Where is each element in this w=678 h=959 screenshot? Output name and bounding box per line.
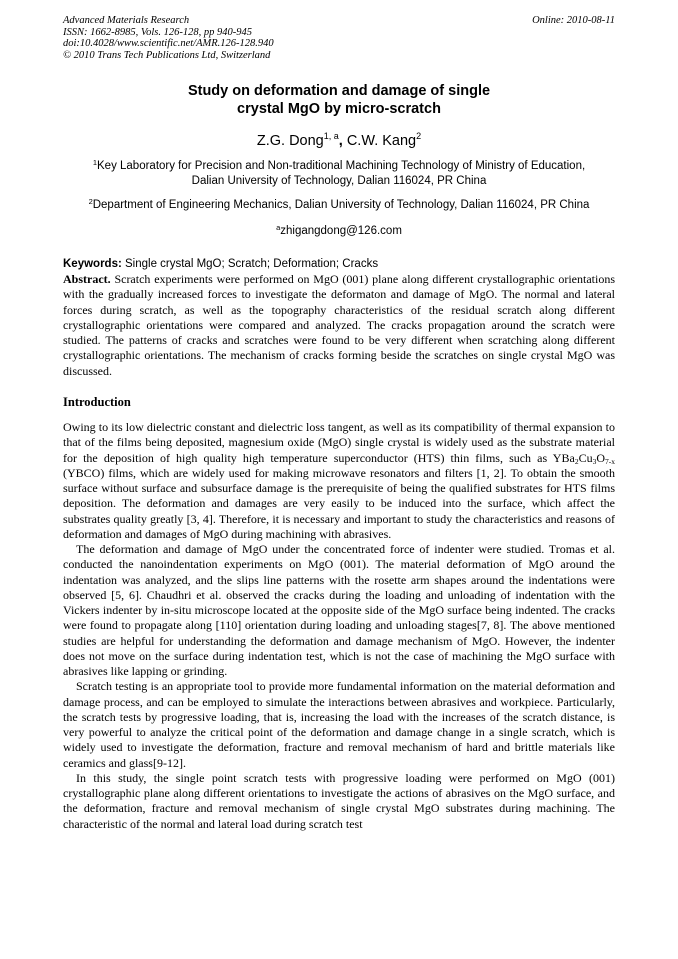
affiliation-2 [63, 195, 615, 213]
affiliation-1-superscript: 1 [92, 158, 97, 167]
issn-line: ISSN: 1662-8985, Vols. 126-128, pp 940-945 [63, 26, 252, 38]
copyright-line: © 2010 Trans Tech Publications Ltd, Switzerland [63, 49, 271, 61]
author-1-name: Z.G. Dong [256, 133, 324, 149]
intro-paragraph-4: In this study, the single point scratch tests with progressive loading were performed on MgO (001) crystallographic plane along different orientations to investigate the actions of abrasives on the MgO surface, and the deformation, fracture and removal mechanism of single crystal MgO substrates during machining. The characteristic of the normal and lateral load during scratch test [63, 770, 615, 831]
email-superscript: a [276, 222, 281, 232]
subscript: 7-x [605, 456, 615, 466]
journal-name: Advanced Materials Research [63, 15, 190, 26]
intro-p1-text-a: Owing to its low dielectric constant and dielectric loss tangent, as well as its compatibility of thermal expansion to that of the films being deposited, magnesium oxide (MgO) single crystal is widely used as the substrate material for the deposition of high quality high temperature superconductor (HTS) thin films, such as YBa [63, 420, 615, 465]
journal-header [63, 15, 615, 61]
email-address: zhigangdong@126.com [280, 224, 402, 237]
author-2-superscript: 2 [416, 131, 422, 141]
intro-paragraph-1 [63, 420, 615, 542]
title-line-2: crystal MgO by micro-scratch [237, 101, 441, 117]
intro-p1-text-d: (YBCO) films, which are widely used for making microwave resonators and filters [1, 2]. To obtain the smooth surface without surface and subsurface damage is the prerequisite of being the qualified substrates for HTS films deposition. The deformation and damages are very easily to be induced into the surface, which affect the substrates quality greatly [3, 4]. Therefore, it is necessary and important to study the characteristics and reasons of deformation and damages of MgO during machining with abrasives. [63, 465, 615, 541]
affiliation-1-line-2: Dalian University of Technology, Dalian 116024, PR China [191, 174, 487, 187]
online-date: Online: 2010-08-11 [532, 15, 615, 26]
author-2-name: C.W. Kang [346, 133, 417, 149]
title-line-1: Study on deformation and damage of single [187, 83, 491, 99]
affiliation-2-superscript: 2 [88, 197, 93, 206]
subscript: 2 [574, 456, 579, 466]
paper-title [63, 82, 615, 118]
subscript: 3 [592, 456, 597, 466]
affiliation-1 [63, 156, 615, 188]
paper-page [63, 15, 615, 832]
keywords-text: Single crystal MgO; Scratch; Deformation; Cracks [121, 258, 379, 270]
doi-line: doi:10.4028/www.scientific.net/AMR.126-128.940 [63, 38, 274, 49]
abstract-text: Scratch experiments were performed on MgO (001) plane along different crystallographic orientations with the gradually increased forces to investigate the deformaton and damage of MgO. The normal and lateral forces during scratch, as well as the topography characteristics of the residual scratch along different crystallographic orientations were compared and analyzed. The cracks propagation around the scratch were studied. The patterns of cracks and scratches were found to be very different when scratching along different crystallographic orientations. The mechanism of cracks forming beside the scratches on single crystal MgO was discussed. [63, 272, 615, 378]
author-list [63, 127, 615, 150]
intro-paragraph-3: Scratch testing is an appropriate tool to provide more fundamental information on the material deformation and damage process, and can be employed to simulate the interactions between abrasives and workpiece. Particularly, the scratch tests by progressive loading, that is, increasing the load with the increases of the scratch distance, is very powerful to analyze the critical point of the deformation and damage change in a single scratch, which is widely used to investigate the deformation, fracture and removal mechanism of hard and brittle materials like ceramics and glass[9-12]. [63, 679, 615, 770]
section-heading-introduction: Introduction [63, 395, 131, 410]
abstract [63, 272, 615, 379]
keywords [63, 257, 615, 271]
keywords-label: Keywords: [63, 258, 122, 270]
author-separator: , [338, 133, 347, 149]
intro-paragraph-2: The deformation and damage of MgO under the concentrated force of indenter were studied. Tromas et al. conducted the nanoindentation experiments on MgO (001). The material deformation of MgO around the indentation was analyzed, and the slips line patterns with the rosette arm shapes around the indentations were observed [5, 6]. Chaudhri et al. observed the cracks during the loading and unloading of indentation with the Vickers indenter by in-situ microscope located at the opposite side of the MgO surface being indented. The cracks were found to propagate along [110] orientation during loading and unloading stages[7, 8]. The above mentioned studies are helpful for understanding the deformation and damage mechanism of MgO. However, the indenter does not move on the surface during indentation test, which is not the case of machining the MgO surface with abrasives like lapping or grinding. [63, 542, 615, 679]
intro-p1-text-c: O [596, 450, 605, 465]
author-1-superscript: 1, a [323, 131, 339, 141]
intro-p1-text-b: Cu [578, 450, 593, 465]
affiliation-2-text: Department of Engineering Mechanics, Dalian University of Technology, Dalian 116024, PR China [92, 199, 590, 211]
author-email [63, 221, 615, 239]
affiliation-1-line-1: Key Laboratory for Precision and Non-traditional Machining Technology of Ministry of Education, [97, 160, 586, 172]
abstract-label: Abstract. [63, 272, 111, 286]
